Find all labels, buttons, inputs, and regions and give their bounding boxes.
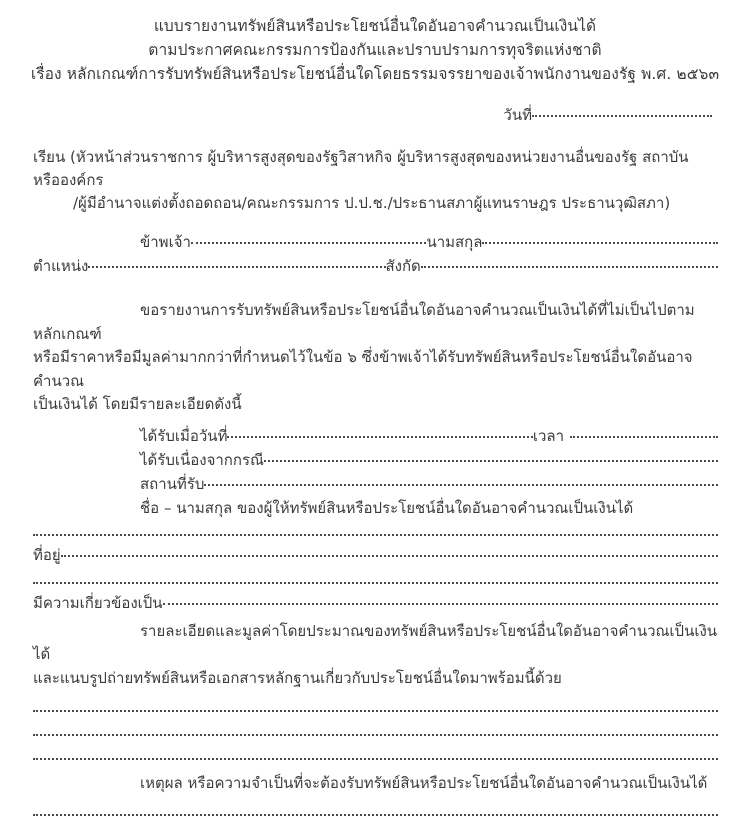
- relation-row: [0, 592, 750, 614]
- statement-line-2: หรือมีราคาหรือมีมูลค่ามากกว่าที่กำหนดไว้ในข้อ ๖ ซึ่งข้าพเจ้าได้รับทรัพย์สินหรือประโยชน์อื่นใดอันอาจคำนวณ: [33, 348, 693, 390]
- received-case-row: [0, 449, 750, 471]
- relation-input-line[interactable]: [163, 603, 718, 605]
- salutation-line-2: /ผู้มีอำนาจแต่งตั้งถอดถอน/คณะกรรมการ ป.ป.ช./ประธานสภาผู้แทนราษฎร ประธานวุฒิสภา): [73, 194, 671, 212]
- document-title-block: [0, 0, 750, 86]
- attachment-note-line-1: รายละเอียดและมูลค่าโดยประมาณของทรัพย์สินหรือประโยชน์อื่นใดอันอาจคำนวณเป็นเงินได้: [33, 621, 718, 663]
- received-time-label: เวลา: [532, 426, 564, 445]
- statement-line-3: เป็นเงินได้ โดยมีรายละเอียดดังนี้: [33, 395, 242, 413]
- title-line-1: แบบรายงานทรัพย์สินหรือประโยชน์อื่นใดอันอาจคำนวณเป็นเงินได้: [153, 17, 597, 35]
- title-line-3: เรื่อง หลักเกณฑ์การรับทรัพย์สินหรือประโยชน์อื่นใดโดยธรรมจรรยาของเจ้าพนักงานของรัฐ พ.ศ. ๒๕๖๓: [30, 65, 720, 83]
- address-label: ที่อยู่: [33, 545, 61, 564]
- surname-label: นามสกุล: [426, 233, 483, 251]
- position-input-line[interactable]: [88, 266, 385, 268]
- giver-name-heading: ชื่อ – นามสกุล ของผู้ให้ทรัพย์สินหรือประโยชน์อื่นใดอันอาจคำนวณเป็นเงินได้: [140, 498, 634, 517]
- received-date-row: [0, 425, 750, 447]
- attachment-note-line-2: และแนบรูปถ่ายทรัพย์สินหรือเอกสารหลักฐานเกี่ยวกับประโยชน์อื่นใดมาพร้อมนี้ด้วย: [33, 668, 562, 687]
- address-input-line-1[interactable]: [61, 555, 718, 557]
- surname-input-line[interactable]: [482, 242, 718, 244]
- position-row: [0, 255, 750, 277]
- salutation-line-1: เรียน (หัวหน้าส่วนราชการ ผู้บริหารสูงสุดของรัฐวิสาหกิจ ผู้บริหารสูงสุดของหน่วยงานอื่นของรัฐ สถาบัน หรือองค์กร: [33, 148, 689, 189]
- relation-label: มีความเกี่ยวข้องเป็น: [33, 593, 163, 612]
- received-case-label: ได้รับเนื่องจากกรณี: [140, 450, 264, 469]
- attachment-note-block: [0, 620, 750, 691]
- statement-paragraph: [0, 299, 750, 417]
- date-input-line[interactable]: [532, 115, 712, 117]
- date-label: วันที่: [503, 106, 532, 124]
- affiliation-label: สังกัด: [385, 257, 421, 275]
- date-field-row: [0, 104, 750, 126]
- title-line-2: ตามประกาศคณะกรรมการป้องกันและปราบปรามการทุจริตแห่งชาติ: [148, 41, 602, 59]
- reason-heading: เหตุผล หรือความจำเป็นที่จะต้องรับทรัพย์สินหรือประโยชน์อื่นใดอันอาจคำนวณเป็นเงินได้: [140, 774, 708, 792]
- reason-input-line-1[interactable]: [33, 814, 718, 816]
- affiliation-input-line[interactable]: [421, 266, 718, 268]
- self-name-input-line[interactable]: [191, 242, 427, 244]
- self-name-row: [0, 231, 750, 253]
- statement-line-1: ขอรายงานการรับทรัพย์สินหรือประโยชน์อื่นใดอันอาจคำนวณเป็นเงินได้ที่ไม่เป็นไปตามหลักเกณฑ์: [33, 301, 695, 343]
- salutation-block: [0, 146, 750, 215]
- received-date-input-line[interactable]: [227, 436, 532, 438]
- received-place-row: [0, 473, 750, 495]
- self-label: ข้าพเจ้า: [140, 233, 191, 251]
- received-date-label: ได้รับเมื่อวันที่: [140, 426, 228, 445]
- received-place-input-line[interactable]: [204, 484, 718, 486]
- address-row: [0, 544, 750, 566]
- position-label: ตำแหน่ง: [33, 257, 89, 275]
- received-time-input-line[interactable]: [570, 436, 718, 438]
- received-case-input-line[interactable]: [264, 460, 718, 462]
- received-place-label: สถานที่รับ: [140, 474, 205, 493]
